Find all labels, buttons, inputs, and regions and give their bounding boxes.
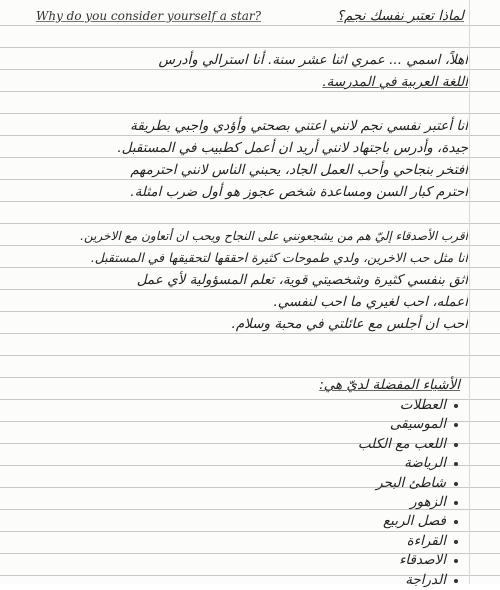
list-item: الدراجة [260, 571, 460, 590]
list-item: الاصدقاء [260, 551, 460, 570]
list-item: القراءة [260, 532, 460, 551]
paragraph1-line-2: جيدة، وأدرس باجتهاد لانني أريد ان أعمل كطبيب في المستقبل. [117, 140, 468, 156]
favorites-heading: الأشياء المفضلة لديّ هي: [319, 377, 460, 393]
margin-line [469, 0, 470, 584]
bullet-icon [454, 520, 458, 524]
paragraph1-line-1: أنا أعتبر نفسي نجم لانني اعتني بصحتي وأؤدي واجبي بطريقة [130, 118, 468, 134]
bullet-icon [454, 443, 458, 447]
paragraph2-line-2: أنا مثل حب الاخرين، ولدي طموحات كثيرة احققها لتحقيقها في المستقبل. [90, 250, 468, 265]
bullet-icon [454, 501, 458, 505]
title-arabic: لماذا تعتبر نفسك نجم؟ [336, 8, 464, 24]
bullet-icon [454, 462, 458, 466]
list-item: العطلات [260, 396, 460, 415]
intro-line-2-text: اللغة العربية في المدرسة. [322, 74, 468, 90]
intro-line-2 [14, 71, 468, 93]
bullet-icon [454, 404, 458, 408]
paragraph1-line-4: احترم كبار السن ومساعدة شخص عجوز هو أول ضرب امثلة. [130, 184, 468, 200]
favorites-list [260, 374, 460, 590]
paragraph1-line-3: أفتخر بنجاحي وأحب العمل الجاد، يحبني الناس لانني احترمهم [130, 162, 468, 178]
title-english: Why do you consider yourself a star? [36, 9, 262, 23]
paragraph2-line-4: أعمله، احب لغيري ما احب لنفسي. [273, 294, 468, 310]
list-item: الموسيقى [260, 415, 460, 434]
bullet-icon [454, 579, 458, 583]
list-item: الزهور [260, 493, 460, 512]
list-item: الرياضة [260, 454, 460, 473]
bullet-icon [454, 423, 458, 427]
list-item: اللعب مع الكلب [260, 435, 460, 454]
bullet-icon [454, 482, 458, 486]
paragraph2-line-3: أثق بنفسي كثيرة وشخصيتي قوية، تعلم المسؤولية لأي عمل [136, 272, 468, 288]
list-item: شاطئ البحر [260, 474, 460, 493]
bullet-icon [454, 559, 458, 563]
paragraph2-line-1: أقرب الأصدقاء إليّ هم من يشجعونني على النجاح ويحب ان أتعاون مع الاخرين. [80, 229, 468, 243]
closing-line: أحب ان أجلس مع عائلتي في محبة وسلام. [231, 316, 468, 332]
intro-line-1: اهلاً، اسمي ... عمري اثنا عشر سنة. أنا استرالي وأدرس [158, 52, 468, 68]
list-item: فصل الربيع [260, 512, 460, 531]
bullet-icon [454, 540, 458, 544]
